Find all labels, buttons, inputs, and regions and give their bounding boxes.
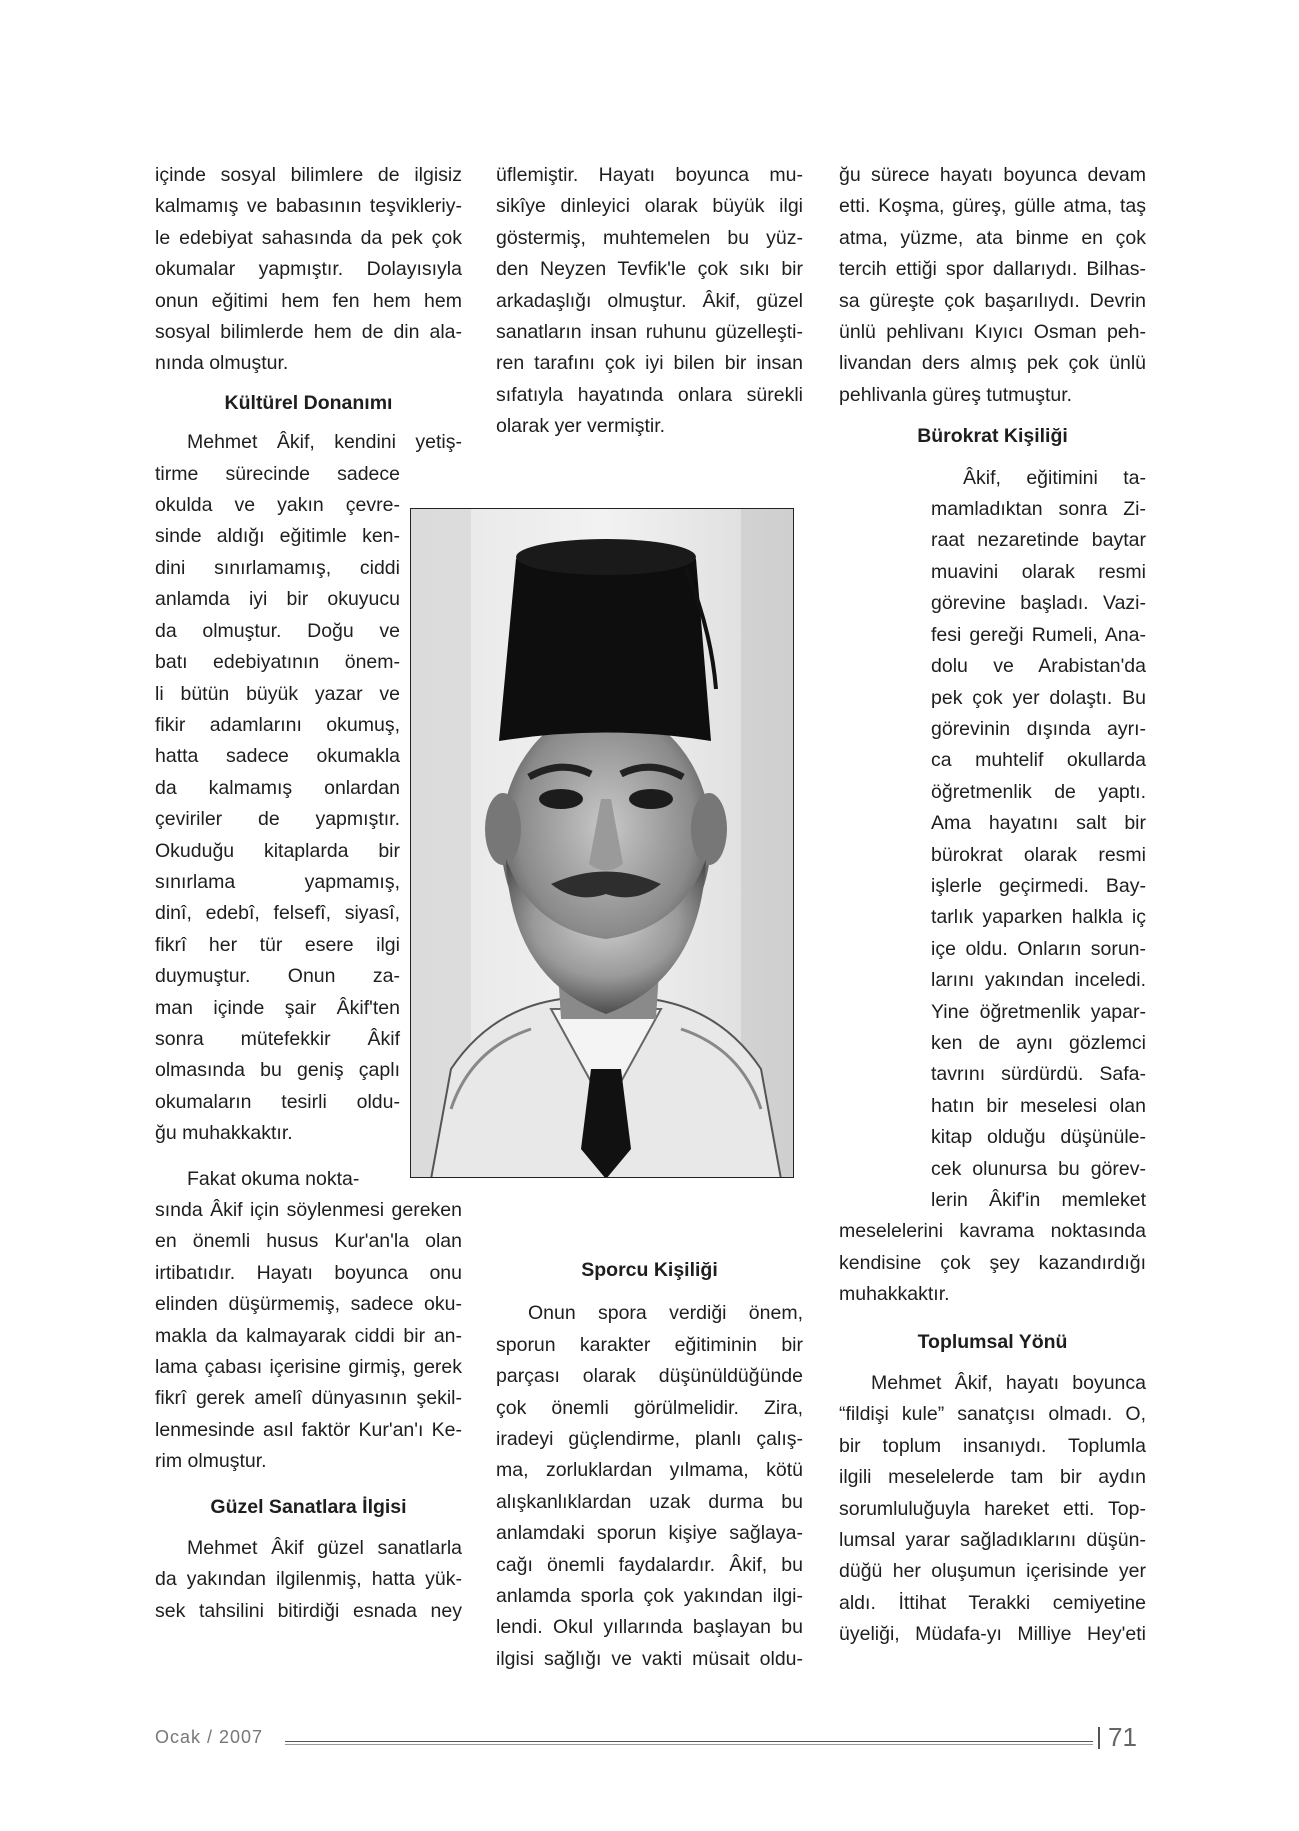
col3-para1 [839,160,1146,411]
text-line: ma, zorluklardan yılmama, kötü [496,1459,803,1482]
text-line: okumaların tesirli oldu- [155,1090,400,1113]
text-line: batı edebiyatının önem- [155,651,400,674]
section-heading-toplumsal-yonu: Toplumsal Yönü [917,1330,1068,1353]
text-line: görevine başladı. Vazi- [931,592,1146,615]
text-line: muhakkaktır. [839,1283,950,1306]
text-line: li bütün büyük yazar ve [155,682,400,705]
col1-para4 [155,1533,462,1627]
text-line: duymuştur. Onun za- [155,965,400,988]
text-line: lumsal yarar sağladıklarını düşün- [839,1529,1146,1552]
text-line: man içinde şair Âkif'ten [155,996,400,1019]
text-line: anlamdaki sporun kişiye sağlaya- [496,1522,803,1545]
text-line: aldı. İttihat Terakki cemiyetine [839,1591,1146,1614]
text-line: lama çabası içerisine girmiş, gerek [155,1356,462,1379]
text-line: den Neyzen Tevfik'le çok sıkı bir [496,258,803,281]
text-line: çeviriler de yapmıştır. [155,808,400,831]
col3-para2-wide [839,1216,1146,1310]
text-line: içe oldu. Onların sorun- [931,937,1146,960]
text-line: da yakından ilgilenmiş, hatta yük- [155,1568,462,1591]
portrait-image [411,509,794,1178]
footer-issue-date: Ocak / 2007 [155,1727,264,1747]
text-line: olmasında bu geniş çaplı [155,1059,400,1082]
text-line: çok önemli görülmelidir. Zira, [496,1396,803,1419]
text-line: irtibatıdır. Hayatı boyunca onu [155,1261,462,1284]
text-line: ken de aynı gözlemci [931,1031,1146,1054]
text-line: rim olmuştur. [155,1450,267,1473]
text-line: sorumluluğuyla hareket etti. Top- [839,1497,1146,1520]
text-line: hatta sadece okumakla [155,745,400,768]
text-line: iradeyi güçlendirme, planlı çalış- [496,1428,803,1451]
text-line: ilgili meselelerde tam bir aydın [839,1466,1146,1489]
column-2 [496,160,803,443]
text-line: hatın bir meselesi olan [931,1094,1146,1117]
text-line: sosyal bilimlerde hem de din ala- [155,321,462,344]
text-line: elinden düşürmemiş, sadece oku- [155,1293,462,1316]
text-line: sinde aldığı eğitimle ken- [155,525,400,548]
col1-para3 [155,1164,462,1478]
text-line: düğü her oluşumun içerisinde yer [839,1560,1146,1583]
text-line: tirme sürecinde sadece [155,462,400,485]
text-line: Okuduğu kitaplarda bir [155,839,400,862]
text-line: Onun spora verdiği önem, [528,1302,803,1325]
text-line: sa güreşte çok başarılıydı. Devrin [839,289,1146,312]
text-line: da kalmamış onlardan [155,776,400,799]
col2-para2 [496,1298,803,1675]
text-line: tarlık yaparken halkla iç [931,906,1146,929]
section-heading-guzel-sanatlara-ilgisi: Güzel Sanatlara İlgisi [210,1495,407,1518]
text-line: pek çok yer dolaştı. Bu [931,686,1146,709]
col1-para1 [155,160,462,380]
col3-para3 [839,1368,1146,1651]
text-line: atma, yüzme, ata binme en çok [839,226,1146,249]
text-line: okumalar yapmıştır. Dolayısıyla [155,258,462,281]
text-line: sek tahsilini bitirdiği esnada ney [155,1599,462,1622]
text-line: üyeliği, Müdafa-yı Milliye Hey'eti [839,1623,1146,1646]
text-line: etti. Koşma, güreş, gülle atma, taş [839,195,1146,218]
text-line: dinî, edebî, felsefî, siyasî, [155,902,400,925]
text-line: sıfatıyla hayatında onlara sürekli [496,383,803,406]
text-line: ğu sürece hayatı boyunca devam [839,164,1146,186]
text-line: Fakat okuma nokta- [187,1167,360,1190]
text-line: bürokrat olarak resmi [931,843,1146,866]
text-line: sonra mütefekkir Âkif [155,1027,400,1050]
text-line: mamladıktan sonra Zi- [931,498,1146,521]
text-line: sporun karakter eğitiminin bir [496,1333,803,1356]
text-line: ğu muhakkaktır. [155,1122,293,1145]
text-line: Mehmet Âkif güzel sanatlarla [187,1537,462,1560]
text-line: görevinin dışında ayrı- [931,717,1146,740]
text-line: kitap olduğu düşünüle- [931,1126,1146,1149]
text-line: meselelerini kavrama noktasında [839,1220,1146,1243]
text-line: Mehmet Âkif, hayatı boyunca [871,1372,1146,1395]
text-line: onun eğitimi hem fen hem hem [155,289,462,312]
text-line: raat nezaretinde baytar [931,529,1146,552]
text-line: sınırlama yapmamış, [155,870,400,893]
text-line: “fildişi kule” sanatçısı olmadı. O, [839,1403,1146,1426]
text-line: makla da kalmayarak ciddi bir an- [155,1324,462,1347]
text-line: arkadaşlığı olmuştur. Âkif, güzel [496,289,803,312]
text-line: Yine öğretmenlik yapar- [931,1000,1146,1023]
text-line: fikrî her tür esere ilgi [155,933,400,956]
text-line: kalmamış ve babasının teşvikleriy- [155,195,462,218]
text-line: içinde sosyal bilimlere de ilgisiz [155,164,462,186]
text-line: ilgisi sağlığı ve vakti müsait oldu- [496,1647,803,1670]
text-line: Ama hayatını salt bir [931,812,1146,835]
text-line: muavini olarak resmi [931,560,1146,583]
text-line: pehlivanla güreş tutmuştur. [839,383,1073,406]
text-line: işlerle geçirmedi. Bay- [931,874,1146,897]
text-line: sanatların insan ruhunu güzelleşti- [496,321,803,344]
text-line: sında Âkif için söylenmesi gereken [155,1199,462,1221]
footer-divider [1098,1727,1100,1749]
text-line: le edebiyat sahasında da pek çok [155,226,462,249]
text-line: en önemli husus Kur'an'la olan [155,1230,462,1253]
column-3 [839,160,1146,1651]
col2-para1 [496,160,803,443]
text-line: ren tarafını çok iyi bilen bir insan [496,352,803,375]
text-line: anlamda iyi bir okuyucu [155,588,400,611]
text-line: tercih ettiği spor dallarıydı. Bilhas- [839,258,1146,281]
text-line: okulda ve yakın çevre- [155,494,400,517]
text-line: olarak yer vermiştir. [496,415,666,438]
text-line: livandan ders almış pek çok ünlü [839,352,1146,375]
text-line: öğretmenlik de yaptı. [931,780,1146,803]
text-line: alışkanlıklardan uzak durma bu [496,1490,803,1513]
text-line: nında olmuştur. [155,352,289,375]
col3-para2 [931,463,1146,1217]
text-line: cek olunursa bu görev- [931,1157,1146,1180]
text-line: tavrını sürdürdü. Safa- [931,1063,1146,1086]
text-line: fikrî gerek amelî dünyasının şekil- [155,1387,462,1410]
text-line: dini sınırlamamış, ciddi [155,556,400,579]
text-line: anlamda sporla çok yakından ilgi- [496,1585,803,1608]
text-line: sikîye dinleyici olarak büyük ilgi [496,195,803,218]
footer-rule [285,1741,1093,1742]
text-line: fikir adamlarını okumuş, [155,713,400,736]
text-line: Mehmet Âkif, kendini yetiş- [187,431,462,454]
text-line: fesi gereği Rumeli, Ana- [931,623,1146,646]
text-line: göstermiş, muhtemelen bu yüz- [496,226,803,249]
text-line: bir toplum insanıydı. Toplumla [839,1434,1146,1457]
section-heading-sporcu-kisiligi: Sporcu Kişiliği [581,1259,718,1281]
text-line: kendisine çok şey kazandırdığı [839,1251,1146,1274]
text-line: üflemiştir. Hayatı boyunca mu- [496,164,803,186]
portrait-photo [410,508,794,1178]
text-line: cağı önemli faydalardır. Âkif, bu [496,1553,803,1576]
column-2-lower [496,1255,803,1675]
text-line: Âkif, eğitimini ta- [963,466,1146,489]
text-line: larını yakından inceledi. [931,969,1146,992]
text-line: dolu ve Arabistan'da [931,655,1146,678]
text-line: lenmesinde asıl faktör Kur'an'ı Ke- [155,1418,462,1441]
page-number: 71 [1108,1722,1137,1752]
text-line: ca muhtelif okullarda [931,749,1146,772]
section-heading-kulturel-donanimi: Kültürel Donanımı [224,391,393,414]
footer-rule-secondary [285,1744,1093,1745]
text-line: parçası olarak düşünüldüğünde [496,1365,803,1388]
text-line: lendi. Okul yıllarında başlayan bu [496,1616,803,1639]
text-line: da olmuştur. Doğu ve [155,619,400,642]
text-line: lerin Âkif'in memleket [931,1189,1146,1211]
text-line: ünlü pehlivanı Kıyıcı Osman peh- [839,321,1146,344]
section-heading-burokrat-kisiligi: Bürokrat Kişiliği [917,425,1068,448]
